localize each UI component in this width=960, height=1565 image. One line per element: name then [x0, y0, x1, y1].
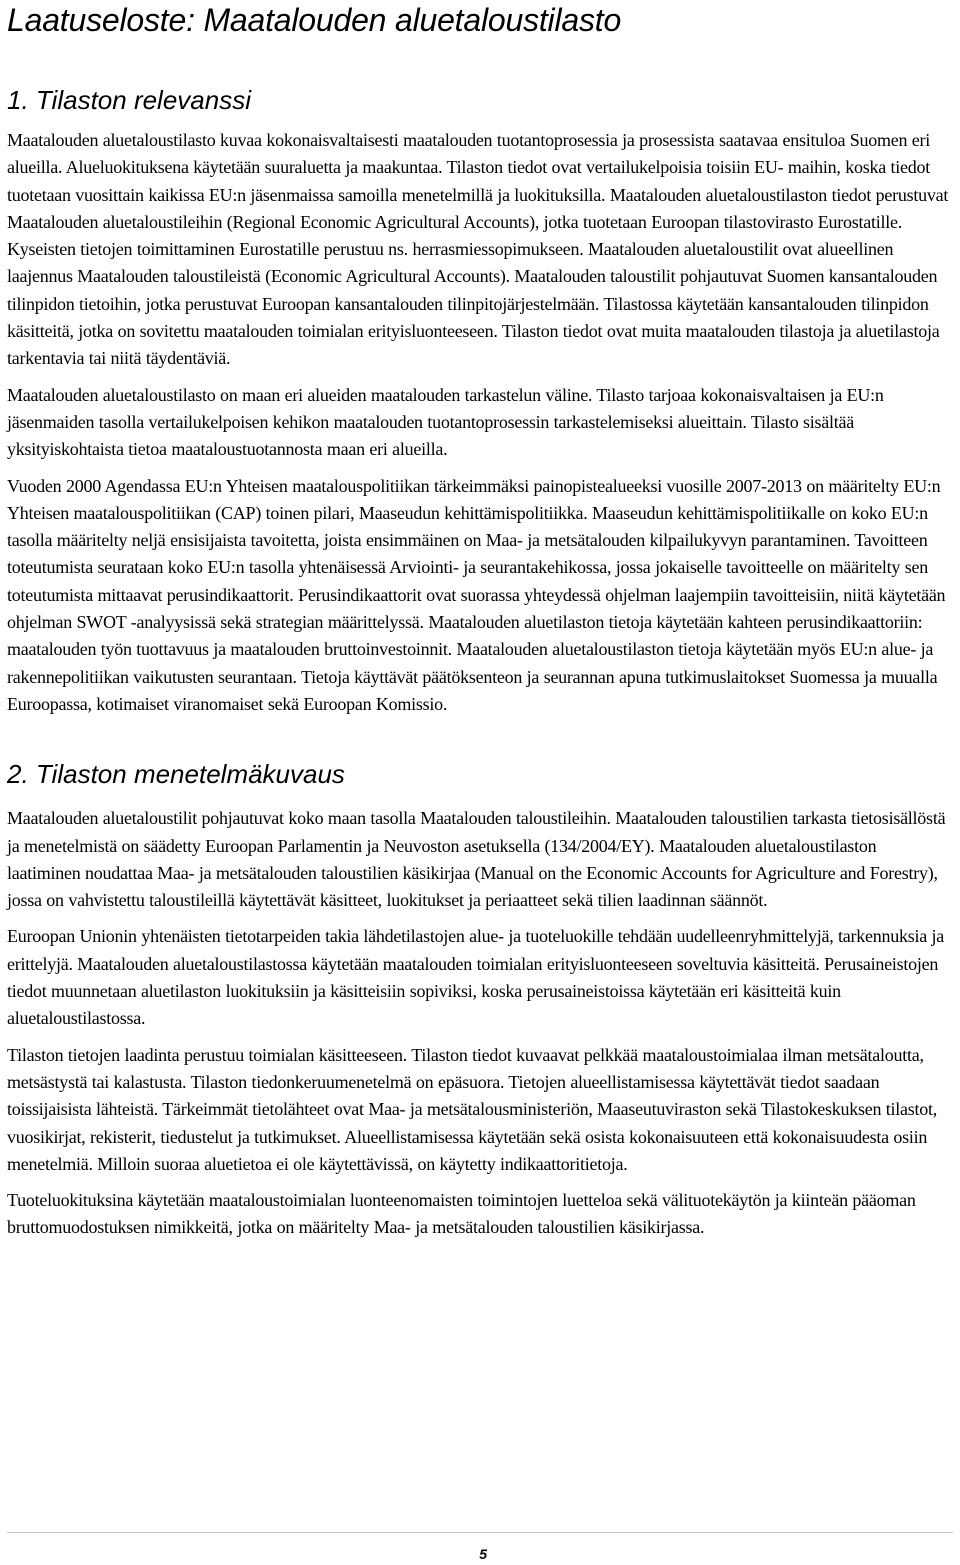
document-title: Laatuseloste: Maatalouden aluetaloustilasto: [7, 2, 622, 38]
section2-paragraph-3: Tilaston tietojen laadinta perustuu toimialan käsitteeseen. Tilaston tiedot kuvaavat pelkkää maataloustoimialaa ilman metsätaloutta, metsästystä tai kalastusta. Tilaston tiedonkeruumenetelmä on epäsuora. Tietojen alueellistamisessa käytettävät tiedot saadaan toissijaisista lähteistä. Tärkeimmät tietolähteet ovat Maa- ja metsätalousministeriön, Maaseutuviraston sekä Tilastokeskuksen tilastot, vuosikirjat, rekisterit, tiedustelut ja tutkimukset. Alueellistamisessa käytetään sekä osista kokonaisuuteen että kokonaisuudesta osiin menetelmiä. Milloin suoraa aluetietoa ei ole käytettävissä, on käytetty indikaattoritietoja.: [7, 1044, 938, 1174]
section2-paragraph-2: Euroopan Unionin yhtenäisten tietotarpeiden takia lähdetilastojen alue- ja tuoteluokille tehdään uudelleenryhmittelyjä, tarkennuksia ja erittelyjä. Maatalouden aluetaloustilastossa käytetään maatalouden toimialan erityisluonteeseen soveltuvia käsitteitä. Perusaineistojen tiedot muunnetaan aluetilaston luokituksiin ja käsitteisiin sopiviksi, koska perusaineistoissa käytetään eri käsitteitä kuin aluetaloustilastossa.: [7, 926, 945, 1029]
section2-paragraph-4: Tuoteluokituksina käytetään maataloustoimialan luonteenomaisten toimintojen luetteloa sekä välituotekäytön ja kiinteän pääoman bruttomuodostuksen nimikkeitä, jotka on määritelty Maa- ja metsätalouden taloustilien käsikirjassa.: [7, 1190, 916, 1238]
section-heading-methodology: 2. Tilaston menetelmäkuvaus: [7, 759, 345, 790]
footer-divider: [7, 1532, 953, 1533]
section1-paragraph-3: Vuoden 2000 Agendassa EU:n Yhteisen maatalouspolitiikan tärkeimmäksi painopistealueeksi vuosille 2007-2013 on määritelty EU:n Yhteisen maatalouspolitiikan (CAP) toinen pilari, Maaseudun kehittämispolitiikka. Maaseudun kehittämispolitiikalle on koko EU:n tasolla määritelty neljä ensisijaista tavoitetta, joista ensimmäinen on Maa- ja metsätalouden kilpailukyvyn parantaminen. Tavoitteen toteutumista seurataan koko EU:n tasolla yhtenäisessä Arviointi- ja seurantakehikossa, jossa jokaiselle tavoitteelle on määritelty sen toteutumista mittaavat perusindikaattorit. Perusindikaattorit ovat suorassa yhteydessä ohjelman laajempiin tavoitteisiin, niitä käytetään ohjelman SWOT -analyysissä sekä strategian määrittelyssä. Maatalouden aluetilaston tietoja käytetään kahteen perusindikaattoriin: maatalouden työn tuottavuus ja maatalouden bruttoinvestoinnit. Maatalouden aluetaloustilaston tietoja käytetään myös EU:n alue- ja rakennepolitiikan vaikutusten seurantaan. Tietoja käyttävät päätöksenteon ja seurannan apuna tutkimuslaitokset Suomessa ja muualla Euroopassa, kotimaiset viranomaiset sekä Euroopan Komissio.: [7, 475, 946, 714]
section1-paragraph-2: Maatalouden aluetaloustilasto on maan eri alueiden maatalouden tarkastelun väline. Tilasto tarjoaa kokonaisvaltaisen ja EU:n jäsenmaiden tasolla vertailukelpoisen kehikon maatalouden tuotantoprosessin tarkastelemiseksi alueittain. Tilasto sisältää yksityiskohtaista tietoa maataloustuotannosta maan eri alueilla.: [7, 384, 884, 460]
section-heading-relevance: 1. Tilaston relevanssi: [7, 85, 251, 115]
page-number: 5: [479, 1546, 487, 1562]
section2-paragraph-1: Maatalouden aluetaloustilit pohjautuvat koko maan tasolla Maatalouden taloustileihin. Maatalouden taloustilien tarkasta tietosisällöstä ja menetelmistä on säädetty Euroopan Parlamentin ja Neuvoston asetuksella (134/2004/EY). Maatalouden aluetaloustilaston laatiminen noudattaa Maa- ja metsätalouden taloustilien käsikirjaa (Manual on the Economic Accounts for Agriculture and Forestry), jossa on vahvistettu taloustileillä käytettävät käsitteet, luokitukset ja periaatteet sekä tilien laadinnan säännöt.: [7, 808, 946, 911]
section1-paragraph-1: Maatalouden aluetaloustilasto kuvaa kokonaisvaltaisesti maatalouden tuotantoprosessia ja prosessista saatavaa ensituloa Suomen eri alueilla. Alueluokituksena käytetään suuraluetta ja maakuntaa. Tilaston tiedot ovat vertailukelpoisia toisiin EU- maihin, koska tiedot tuotetaan vuosittain kaikissa EU:n jäsenmaissa samoilla menetelmillä ja luokituksilla. Maatalouden aluetaloustilaston tiedot perustuvat Maatalouden aluetaloustileihin (Regional Economic Agricultural Accounts), jotka tuotetaan Euroopan tilastovirasto Eurostatille. Kyseisten tietojen toimittaminen Eurostatille perustuu ns. herrasmiessopimukseen. Maatalouden aluetaloustilit ovat alueellinen laajennus Maatalouden taloustileistä (Economic Agricultural Accounts). Maatalouden taloustilit pohjautuvat Suomen kansantalouden tilinpidon tietoihin, jotka perustuvat Euroopan kansantalouden tilinpitojärjestelmään. Tilastossa käytetään kansantalouden tilinpidon käsitteitä, jotka on sovitettu maatalouden toimialan erityisluonteeseen. Tilaston tiedot ovat muita maatalouden tilastoja ja aluetilastoja tarkentavia tai niitä täydentäviä.: [7, 130, 949, 369]
